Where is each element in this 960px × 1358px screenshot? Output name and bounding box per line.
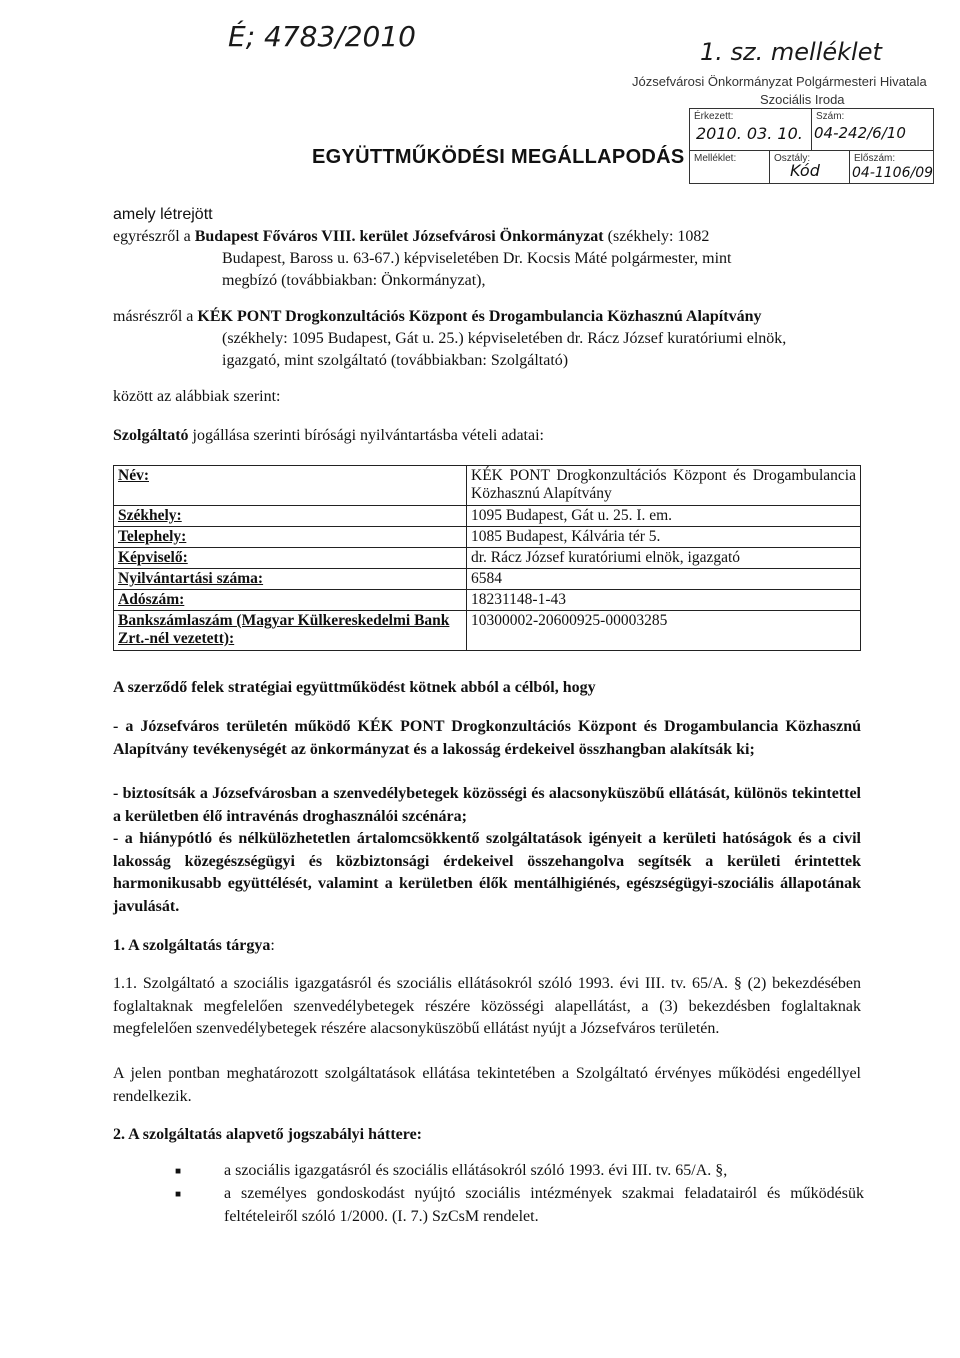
- goals-intro: A szerződő felek stratégiai együttműködést kötnek abból a célból, hogy: [113, 679, 596, 696]
- table-row: [114, 569, 861, 590]
- party1-prefix: egyrészről a: [113, 228, 195, 245]
- office-department: Szociális Iroda: [760, 92, 845, 107]
- party2-line3: igazgató, mint szolgáltató (továbbiakban: Szolgáltató): [222, 352, 569, 369]
- document-title: EGYÜTTMŰKÖDÉSI MEGÁLLAPODÁS: [312, 146, 685, 168]
- registry-value-seat: 1095 Budapest, Gát u. 25. I. em.: [467, 506, 861, 527]
- table-row: [114, 611, 861, 651]
- goal-item-1: - a Józsefváros területén működő KÉK PONT Drogkonzultációs Központ és Drogambulancia Közhasznú Alapítvány tevékenységét az önkormányzat és a lakosság érdekeivel összhangban alakítsák ki;: [113, 718, 861, 758]
- goal-item-3: - a hiánypótló és nélkülözhetetlen ártalomcsökkentő szolgáltatások igényeit a kerületi hatóságok és a civil lakosság közegészségügyi és közbiztonsági érdekeivel összehangolva segítsék a kerületi érintettek harmonikusabb együttélését, valamint a kerületben élők mentálhigiénés, egészségügyi-szociális állapotának javulását.: [113, 830, 861, 915]
- stamp-file-number: 04-242/6/10: [814, 124, 906, 142]
- registry-table: [113, 465, 861, 651]
- party2-name: KÉK PONT Drogkonzultációs Központ és Drogambulancia Közhasznú Alapítvány: [197, 308, 762, 325]
- goal-item-2: - biztosítsák a Józsefvárosban a szenvedélybetegek közösségi és alacsonyküszöbű ellátását, különös tekintettel a kerületben élő intravénás droghasználói szcénára;: [113, 785, 861, 825]
- registry-value-name: KÉK PONT Drogkonzultációs Központ és Drogambulancia Közhasznú Alapítvány: [467, 466, 861, 506]
- party1-line1: [113, 228, 709, 246]
- registry-key-bank-account: Bankszámlaszám (Magyar Külkereskedelmi Bank Zrt.-nél vezetett):: [114, 611, 467, 651]
- party2-line1: [113, 308, 761, 326]
- registry-key-reg-number: Nyilvántartási száma:: [114, 569, 467, 590]
- stamp-label-prenumber: Előszám:: [854, 153, 896, 164]
- stamp-label-attachment: Melléklet:: [694, 153, 737, 164]
- registry-key-site: Telephely:: [114, 527, 467, 548]
- table-row: [114, 506, 861, 527]
- stamp-label-received: Érkezett:: [694, 111, 734, 122]
- stamp-received-date: 2010. 03. 10.: [696, 124, 803, 143]
- table-row: [114, 527, 861, 548]
- bullet-marker-2: ■: [175, 1189, 182, 1200]
- registry-key-name: Név:: [114, 466, 467, 506]
- registry-value-reg-number: 6584: [467, 569, 861, 590]
- stamp-label-number: Szám:: [816, 111, 845, 122]
- table-row: [114, 548, 861, 569]
- registry-heading-subject: Szolgáltató: [113, 427, 189, 444]
- registry-key-tax-number: Adószám:: [114, 590, 467, 611]
- party1-name: Budapest Főváros VIII. kerület Józsefvárosi Önkormányzat: [194, 228, 604, 245]
- section1-paragraph-1: 1.1. Szolgáltató a szociális igazgatásról és szociális ellátásokról szóló 1993. évi III. tv. 65/A. § (2) bekezdésében foglaltaknak megfelelően szenvedélybetegek részére közösségi alapellátást, a (3) bekezdésben foglaltaknak megfelelően szenvedélybetegek részére alacsonyküszöbű ellátást nyújt a Józsefváros területén.: [113, 975, 861, 1037]
- bullet-marker-1: ■: [175, 1166, 182, 1177]
- registry-value-tax-number: 18231148-1-43: [467, 590, 861, 611]
- handwritten-file-number: É; 4783/2010: [228, 20, 416, 53]
- stamp-department-code: Kód: [790, 161, 820, 180]
- table-row: [114, 590, 861, 611]
- section1-heading: [113, 937, 275, 955]
- party1-line3: megbízó (továbbiakban: Önkormányzat),: [222, 272, 486, 289]
- section2-heading: 2. A szolgáltatás alapvető jogszabályi háttere:: [113, 1126, 423, 1143]
- section1-heading-colon: :: [270, 937, 275, 954]
- stamp-prenumber: 04-1106/09: [852, 165, 934, 181]
- registration-stamp: [689, 108, 934, 184]
- party1-seat: (székhely: 1082: [603, 228, 710, 245]
- registry-value-representative: dr. Rácz József kuratóriumi elnök, igazgató: [467, 548, 861, 569]
- registry-value-bank-account: 10300002-20600925-00003285: [467, 611, 861, 651]
- registry-key-representative: Képviselő:: [114, 548, 467, 569]
- office-name: Józsefvárosi Önkormányzat Polgármesteri Hivatala: [632, 74, 927, 89]
- party1-line2: Budapest, Baross u. 63-67.) képviseletében Dr. Kocsis Máté polgármester, mint: [222, 250, 732, 267]
- registry-heading-rest: jogállása szerinti bírósági nyilvántartásba vételi adatai:: [188, 427, 544, 444]
- section1-paragraph-2: A jelen pontban meghatározott szolgáltatások ellátása tekintetében a Szolgáltató érvényes működési engedéllyel rendelkezik.: [113, 1065, 861, 1105]
- party2-line2: (székhely: 1095 Budapest, Gát u. 25.) képviseletében dr. Rácz József kuratóriumi elnök,: [222, 330, 787, 347]
- registry-key-seat: Székhely:: [114, 506, 467, 527]
- stamp-label-department: Osztály:: [774, 153, 811, 164]
- table-row: [114, 466, 861, 506]
- handwritten-attachment-note: 1. sz. melléklet: [700, 38, 882, 66]
- registry-heading: [113, 427, 544, 445]
- section1-heading-text: 1. A szolgáltatás tárgya: [113, 937, 271, 954]
- registry-value-site: 1085 Budapest, Kálvária tér 5.: [467, 527, 861, 548]
- party2-prefix: másrészről a: [113, 308, 198, 325]
- between-line: között az alábbiak szerint:: [113, 388, 281, 405]
- intro-line: amely létrejött: [113, 206, 213, 223]
- legal-basis-item-2: a személyes gondoskodást nyújtó szociális intézmények szakmai feladatairól és működésük feltételeiről szóló 1/2000. (I. 7.) SzCsM rendelet.: [224, 1185, 864, 1225]
- legal-basis-item-1: a szociális igazgatásról és szociális ellátásokról szóló 1993. évi III. tv. 65/A. §,: [224, 1162, 728, 1179]
